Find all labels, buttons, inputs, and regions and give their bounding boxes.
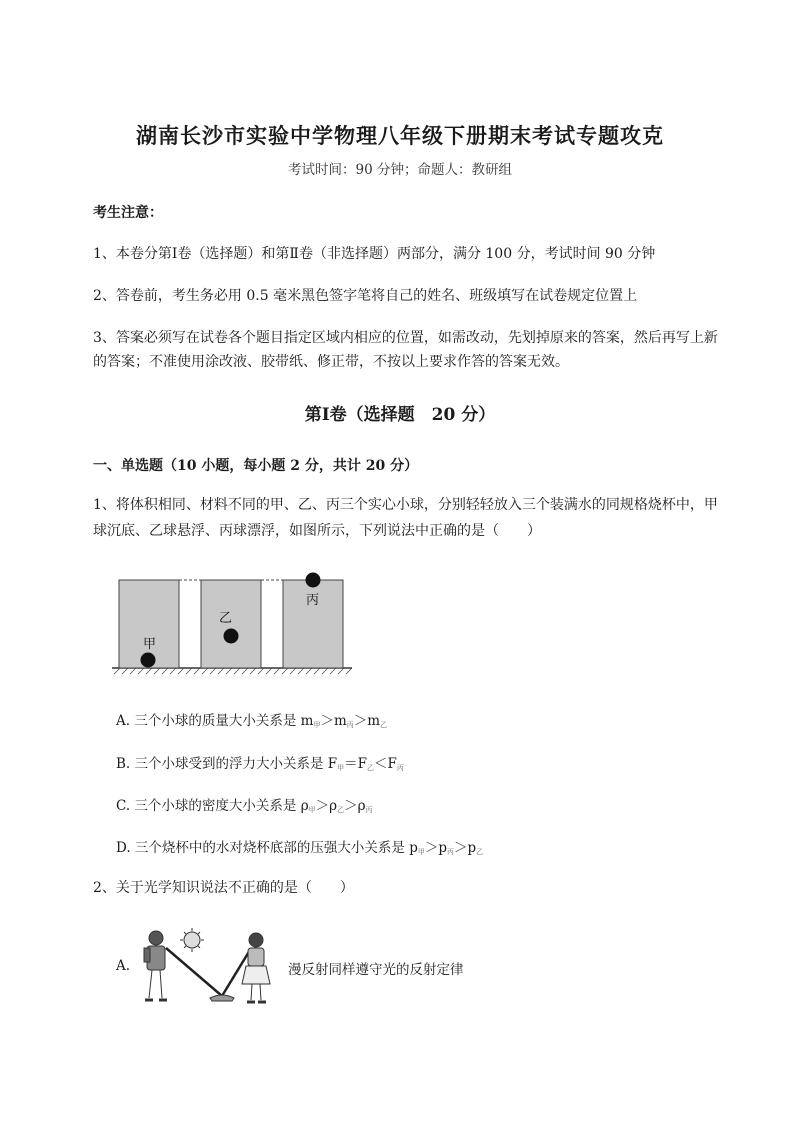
option-c[interactable]: C. 三个小球的密度大小关系是 $\rho_甲>\rho_乙>\rho_丙$ — [116, 798, 373, 814]
option-a-text: A. 三个小球的质量大小关系是 — [116, 713, 301, 729]
notice-item-1: 1、本卷分第Ⅰ卷（选择题）和第Ⅱ卷（非选择题）两部分，满分 100 分，考试时间 90 分钟 — [93, 246, 656, 262]
q2-option-a-label: A. — [116, 958, 131, 974]
label-jia: 甲 — [143, 637, 157, 652]
light-rays — [166, 948, 250, 996]
ball-yi — [224, 629, 239, 644]
question-1-line-2: 球沉底、乙球悬浮、丙球漂浮，如图所示，下列说法中正确的是（ ） — [93, 523, 541, 539]
beakers-figure — [112, 570, 352, 680]
question-2-stem: 2、关于光学知识说法不正确的是（ ） — [93, 880, 354, 896]
option-b-text: B. 三个小球受到的浮力大小关系是 — [116, 756, 328, 772]
boy-illustration — [144, 931, 167, 1000]
ball-bing — [306, 573, 321, 588]
q2-option-a-text: 漫反射同样遵守光的反射定律 — [288, 962, 464, 978]
diffuse-reflection-figure — [132, 928, 282, 1013]
label-yi: 乙 — [219, 611, 233, 626]
notice-heading: 考生注意： — [93, 205, 163, 221]
notice-item-2: 2、答卷前，考生务必用 0.5 毫米黑色签字笔将自己的姓名、班级填写在试卷规定位置上 — [93, 288, 638, 304]
question-1-line-1: 1、将体积相同、材料不同的甲、乙、丙三个实心小球，分别轻轻放入三个装满水的同规格烧杯中，甲 — [93, 497, 718, 513]
option-d[interactable]: D. 三个烧杯中的水对烧杯底部的压强大小关系是 $p_甲>p_丙>p_乙$ — [116, 840, 484, 856]
page-title: 湖南长沙市实验中学物理八年级下册期末考试专题攻克 — [136, 123, 664, 148]
notice-item-3-cont: 的答案；不准使用涂改液、胶带纸、修正带，不按以上要求作答的答案无效。 — [93, 354, 569, 370]
q2-option-a[interactable] — [116, 958, 464, 978]
sun-illustration — [180, 928, 204, 952]
option-d-text: D. 三个烧杯中的水对烧杯底部的压强大小关系是 — [116, 840, 410, 856]
option-a[interactable]: A. 三个小球的质量大小关系是 $m_甲>m_丙>m_乙$ — [116, 713, 388, 729]
reflector-icon — [210, 995, 234, 1001]
section-title: 第Ⅰ卷（选择题 20 分） — [304, 405, 496, 425]
exam-info: 考试时间：90 分钟；命题人：教研组 — [288, 162, 512, 178]
ground-hatch — [112, 668, 352, 674]
ball-jia — [141, 653, 156, 668]
option-b[interactable]: B. 三个小球受到的浮力大小关系是 $F_甲=F_乙<F_丙$ — [116, 756, 404, 772]
girl-illustration — [242, 933, 270, 1002]
option-c-text: C. 三个小球的密度大小关系是 — [116, 798, 301, 814]
label-bing: 丙 — [306, 593, 320, 608]
part-heading: 一、单选题（10 小题，每小题 2 分，共计 20 分） — [93, 458, 419, 474]
notice-item-3: 3、答案必须写在试卷各个题目指定区域内相应的位置，如需改动，先划掉原来的答案，然后再写上新 — [93, 330, 718, 346]
